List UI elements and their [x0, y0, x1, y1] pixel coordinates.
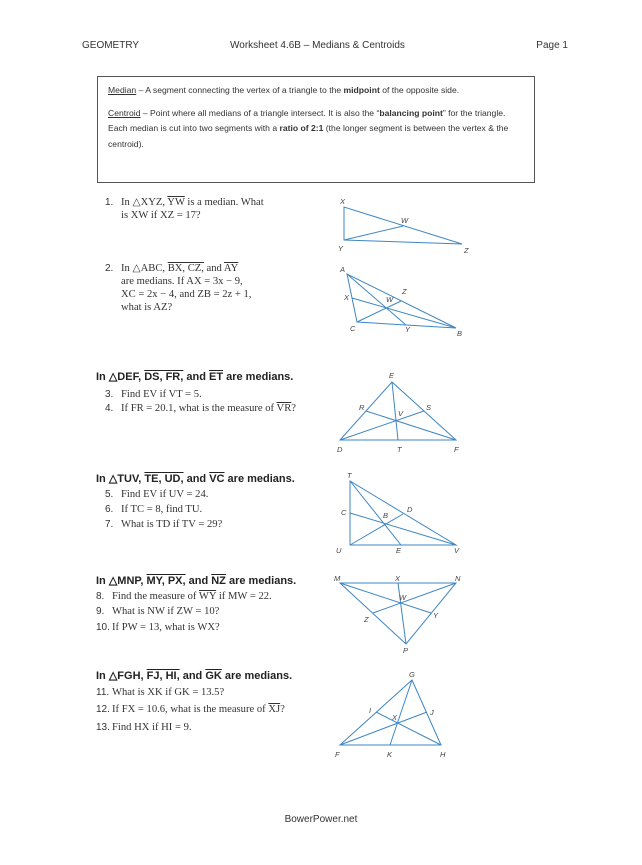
segment-label: $\overline{AY}$	[223, 263, 239, 274]
segment-label: $\overline{YW}$	[167, 197, 185, 208]
median-text-end: of the opposite side.	[379, 85, 460, 95]
footer-site: BowerPower.net	[284, 814, 358, 825]
header-subject: GEOMETRY	[82, 40, 140, 51]
centroid-text: – Point where all medians of a triangle intersect. It is also the “	[140, 107, 380, 118]
problem-text: are medians. If AX = 3x − 9,	[121, 276, 243, 287]
label-c: C	[341, 508, 347, 517]
median-term: Median	[108, 85, 137, 95]
section-title-fgh: In △FGH, FJ, HI, and $\overline{GK}$ are medians.	[96, 670, 293, 682]
page-number: Page 1	[536, 40, 568, 51]
problem-9: 9. What is NW if ZW = 10?	[96, 606, 220, 617]
label-s: S	[426, 403, 432, 412]
label-y: Y	[338, 244, 344, 253]
label-x: X	[392, 713, 398, 722]
label-z: Z	[364, 615, 369, 624]
problem-4: 4. If FR = 20.1, what is the measure of $\overline{VR}$?	[105, 403, 296, 414]
median-fj	[340, 712, 427, 745]
problem-text: is a median. What	[184, 197, 264, 208]
label-w: W	[399, 593, 407, 602]
problem-text: is XW if XZ = 17?	[121, 210, 201, 221]
label-b: B	[383, 511, 389, 520]
problem-text: XC = 2x − 4, and ZB = 2z + 1,	[121, 289, 252, 300]
label-x: X	[395, 574, 401, 583]
problem-11: 11. What is XK if GK = 13.5?	[96, 687, 225, 698]
label-i: I	[369, 706, 372, 715]
label-n: N	[455, 574, 461, 583]
label-d: D	[407, 505, 413, 514]
worksheet-title: Worksheet 4.6B – Medians & Centroids	[230, 40, 405, 51]
label-x: X	[344, 293, 350, 302]
problem-7: 7. What is TD if TV = 29?	[105, 519, 223, 530]
label-b: B	[457, 329, 463, 338]
label-c: C	[350, 324, 356, 333]
problem-text: and	[203, 263, 224, 274]
centroid-bold-ratio: ratio of 2:1	[279, 123, 324, 133]
problem-3: 3. Find EV if VT = 5.	[105, 389, 202, 400]
centroid-text-mid: ” for the triangle. Each median is cut into two segments with a	[108, 107, 506, 133]
label-y: Y	[405, 325, 411, 334]
section-title-tuv: In △TUV, TE, UD, and $\overline{VC}$ are medians.	[96, 473, 295, 485]
label-a: A	[340, 265, 346, 274]
label-j: J	[430, 708, 434, 717]
problem-5: 5. Find EV if UV = 24.	[105, 489, 209, 500]
label-y: Y	[433, 611, 439, 620]
label-x: X	[340, 197, 346, 206]
label-f: F	[335, 750, 340, 759]
label-z: Z	[402, 287, 407, 296]
label-g: G	[409, 670, 415, 679]
label-f: F	[454, 445, 459, 454]
label-u: U	[336, 546, 342, 555]
label-e: E	[389, 371, 395, 380]
median-text: – A segment connecting the vertex of a triangle to the	[136, 85, 344, 95]
problem-text: In △XYZ,	[121, 197, 168, 208]
problem-number: 2.	[105, 263, 114, 274]
label-m: M	[334, 574, 341, 583]
problem-6: 6. If TC = 8, find TU.	[105, 504, 203, 515]
section-title-def: In △DEF, DS, FR, and $\overline{ET}$ are medians.	[96, 371, 294, 383]
problem-10: 10. If PW = 13, what is WX?	[96, 622, 220, 633]
problem-8: 8. Find the measure of $\overline{WY}$ if MW = 22.	[96, 591, 272, 602]
label-t: T	[397, 445, 402, 454]
label-k: K	[387, 750, 393, 759]
median-bold: midpoint	[343, 85, 380, 95]
label-h: H	[440, 750, 446, 759]
centroid-bold-balancing: balancing point	[379, 107, 443, 118]
centroid-text-end: (the longer segment is between the vertex & the centroid).	[108, 123, 509, 149]
label-e: E	[396, 546, 402, 555]
centroid-term: Centroid	[108, 107, 141, 118]
label-d: D	[337, 445, 343, 454]
segment-labels: BX, CZ,	[167, 263, 204, 274]
label-w: W	[386, 295, 394, 304]
label-v: V	[454, 546, 460, 555]
label-v: V	[398, 409, 404, 418]
problem-number: 1.	[105, 197, 114, 208]
label-w: W	[401, 216, 409, 225]
label-p: P	[403, 646, 409, 655]
problem-13: 13. Find HX if HI = 9.	[96, 722, 192, 733]
problem-12: 12. If FX = 10.6, what is the measure of $\overline{XJ}$?	[96, 704, 285, 715]
problem-text: In △ABC,	[121, 263, 168, 274]
label-z: Z	[464, 246, 469, 255]
label-r: R	[359, 403, 365, 412]
section-title-mnp: In △MNP, MY, PX, and $\overline{NZ}$ are medians.	[96, 575, 297, 587]
problem-text: what is AZ?	[121, 302, 173, 313]
label-t: T	[347, 471, 352, 480]
